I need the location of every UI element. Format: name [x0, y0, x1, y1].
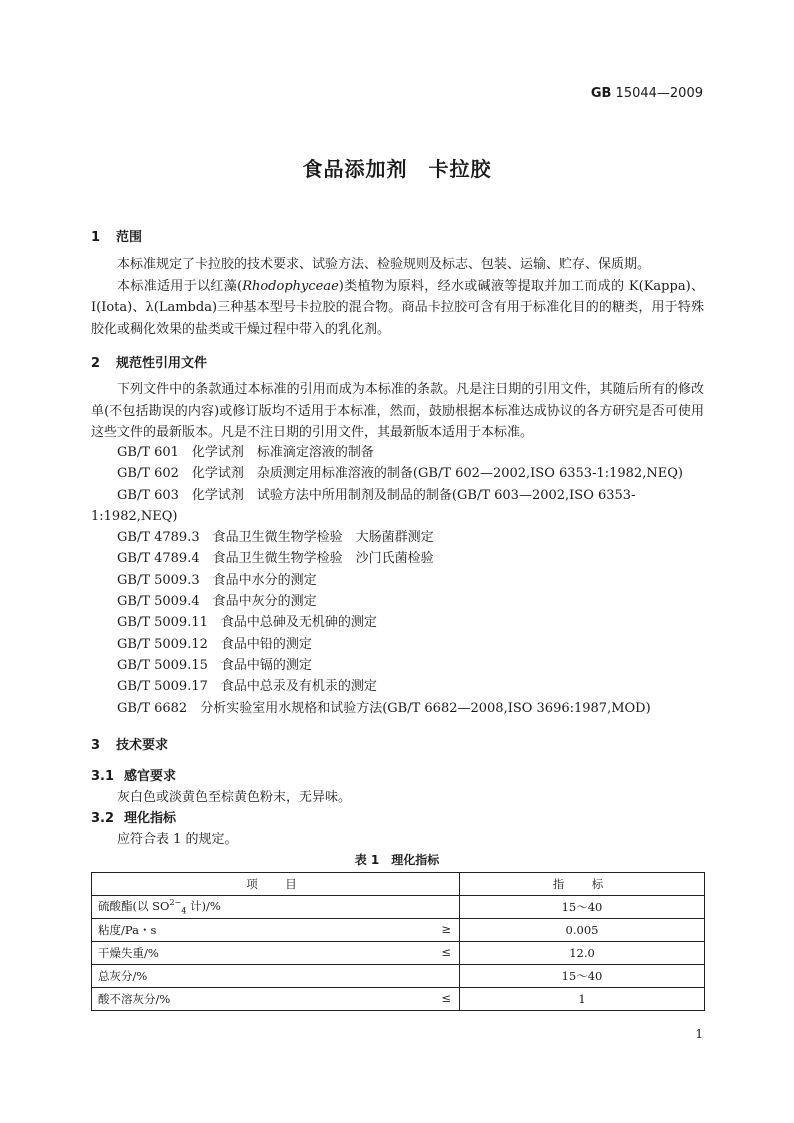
column-header-index: 指 标 — [460, 873, 705, 896]
standard-code — [591, 86, 703, 101]
table-row — [92, 896, 705, 919]
table-caption: 表 1 理化指标 — [354, 853, 440, 867]
row-value: 15～40 — [460, 965, 705, 988]
comparison-symbol: ≥ — [441, 922, 451, 936]
column-header-item: 项 目 — [92, 873, 460, 896]
reference-item: GB/T 603 化学试剂 试验方法中所用制剂及制品的制备(GB/T 603—2002,ISO 6353-1:1982,NEQ) — [91, 487, 636, 524]
table-row — [92, 965, 705, 988]
section-2-intro: 下列文件中的条款通过本标准的引用而成为本标准的条款。凡是注日期的引用文件，其随后所有的修改单(不包括勘误的内容)或修订版均不适用于本标准，然而，鼓励根据本标准达成协议的各方研究是否可使用这些文件的最新版本。凡是不注日期的引用文件，其最新版本适用于本标准。 — [91, 382, 704, 440]
row-label: 粘度/Pa・s ≥ — [92, 919, 460, 942]
reference-item: GB/T 5009.11 食品中总砷及无机砷的测定 — [117, 615, 377, 631]
section-1-paragraph-2: 本标准适用于以红藻(Rhodophyceae)类植物为原料，经水或碱液等提取并加工而成的 K(Kappa)、I(Iota)、λ(Lambda)三种基本型号卡拉胶的混合物。商品卡拉胶可含有用于标准化目的的糖类，用于特殊胶化或稠化效果的盐类或干燥过程中带入的乳化剂。 — [91, 278, 704, 337]
reference-list — [91, 442, 704, 719]
reference-item: GB/T 5009.4 食品中灰分的测定 — [117, 594, 317, 610]
comparison-symbol: ≤ — [441, 991, 451, 1005]
section-3-2-heading: 3.2 理化指标 — [91, 811, 177, 826]
comparison-symbol: ≤ — [441, 945, 451, 959]
reference-item: GB/T 6682 分析实验室用水规格和试验方法(GB/T 6682—2008,ISO 3696:1987,MOD) — [117, 700, 651, 716]
reference-item: GB/T 5009.17 食品中总汞及有机汞的测定 — [117, 679, 377, 695]
row-value: 15～40 — [460, 896, 705, 919]
table-row — [92, 988, 705, 1011]
row-value: 1 — [460, 988, 705, 1011]
row-label: 总灰分/% — [92, 965, 460, 988]
reference-item: GB/T 5009.3 食品中水分的测定 — [117, 572, 317, 588]
section-2-heading: 2 规范性引用文件 — [91, 356, 208, 371]
row-label: 干燥失重/% ≤ — [92, 942, 460, 965]
table-header-row — [92, 873, 705, 896]
reference-item: GB/T 5009.15 食品中镉的测定 — [117, 657, 312, 673]
reference-item: GB/T 602 化学试剂 杂质测定用标准溶液的制备(GB/T 602—2002,ISO 6353-1:1982,NEQ) — [117, 466, 683, 482]
document-title: 食品添加剂 卡拉胶 — [302, 157, 492, 181]
section-3-1-text: 灰白色或淡黄色至棕黄色粉末，无异味。 — [117, 790, 352, 805]
row-label: 硫酸酯(以 $SO^{2-}_4$ 计)/% — [92, 896, 460, 919]
reference-item: GB/T 4789.4 食品卫生微生物学检验 沙门氏菌检验 — [117, 551, 434, 567]
table-row — [92, 942, 705, 965]
section-1-heading: 1 范围 — [91, 230, 143, 245]
section-3-1-heading: 3.1 感官要求 — [91, 769, 177, 784]
row-value: 0.005 — [460, 919, 705, 942]
reference-item: GB/T 4789.3 食品卫生微生物学检验 大肠菌群测定 — [117, 530, 434, 546]
page-number: 1 — [695, 1027, 703, 1041]
section-1-body — [91, 254, 704, 340]
standard-prefix: GB — [590, 86, 612, 101]
standard-number: 15044—2009 — [615, 86, 703, 101]
section-3-2-text: 应符合表 1 的规定。 — [117, 832, 238, 847]
reference-item: GB/T 5009.12 食品中铅的测定 — [117, 636, 312, 652]
reference-item: GB/T 601 化学试剂 标准滴定溶液的制备 — [117, 445, 374, 460]
physicochemical-table — [91, 872, 705, 1011]
section-3-heading: 3 技术要求 — [91, 738, 169, 753]
section-1-paragraph-1: 本标准规定了卡拉胶的技术要求、试验方法、检验规则及标志、包装、运输、贮存、保质期。 — [117, 257, 651, 272]
row-value: 12.0 — [460, 942, 705, 965]
row-label: 酸不溶灰分/% ≤ — [92, 988, 460, 1011]
table-row — [92, 919, 705, 942]
